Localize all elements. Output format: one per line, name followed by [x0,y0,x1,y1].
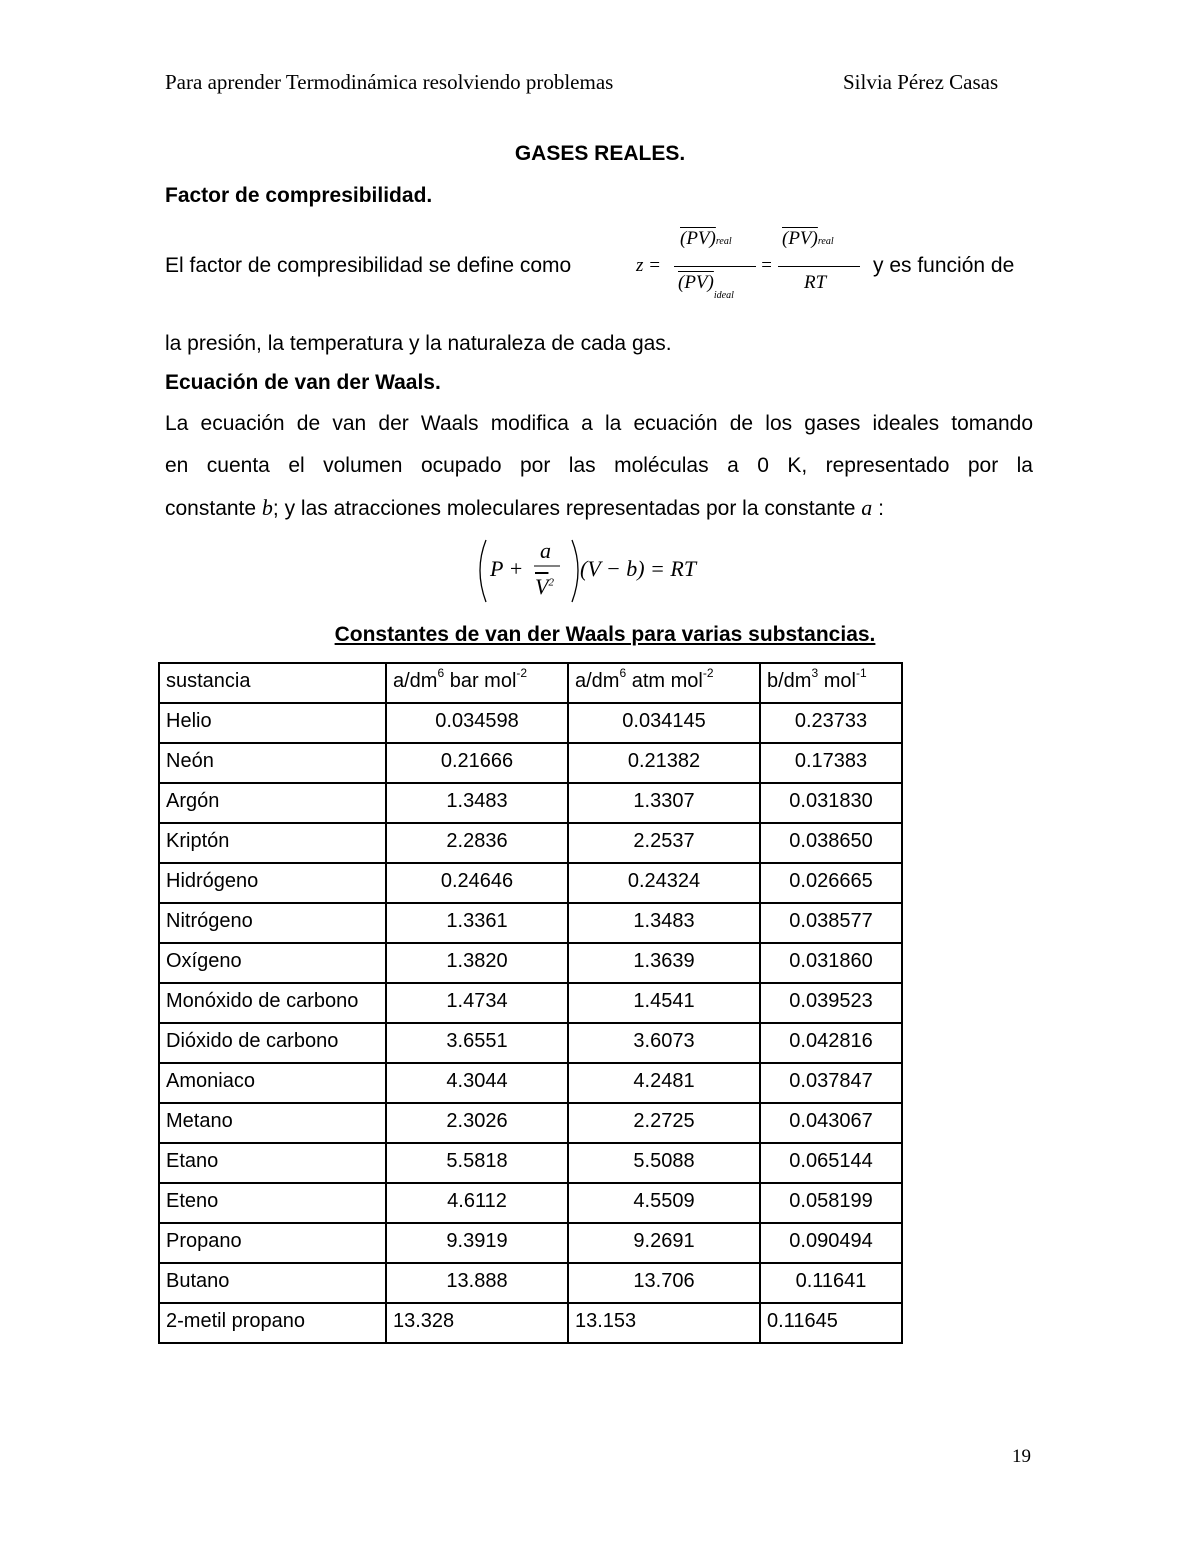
compressibility-formula [636,222,866,314]
constant-value-cell: 13.706 [568,1263,760,1303]
van-der-waals-equation [472,532,732,612]
substance-name-cell: Butano [159,1263,386,1303]
table-row [159,1023,902,1063]
table-row [159,1063,902,1103]
constant-value-cell: 1.3483 [568,903,760,943]
substance-name-cell: Oxígeno [159,943,386,983]
vdw-paragraph-line3: constante b; y las atracciones moleculares representadas por la constante a : [165,495,884,520]
formula-numerator-pv: (PV)real [680,228,732,249]
constant-value-cell: 1.3820 [386,943,568,983]
table-row [159,743,902,783]
formula-rt: RT [804,272,827,293]
constant-value-cell: 0.026665 [760,863,902,903]
constant-value-cell: 0.23733 [760,703,902,743]
table-row [159,823,902,863]
substance-name-cell: Amoniaco [159,1063,386,1103]
constant-value-cell: 0.031860 [760,943,902,983]
formula-sub-real: real [715,236,732,247]
vdw-paragraph-line2: en cuenta el volumen ocupado por las moléculas a 0 K, representado por la [165,454,1033,477]
constant-value-cell: 0.031830 [760,783,902,823]
constant-value-cell: 5.5818 [386,1143,568,1183]
table-row [159,903,902,943]
constant-value-cell: 0.21382 [568,743,760,783]
compressibility-intro-end: y es función de [873,254,1015,277]
compressibility-intro: El factor de compresibilidad se define como [165,254,572,277]
substance-name-cell: Dióxido de carbono [159,1023,386,1063]
table-row [159,863,902,903]
constant-value-cell: 0.043067 [760,1103,902,1143]
substance-name-cell: Propano [159,1223,386,1263]
constant-value-cell: 13.888 [386,1263,568,1303]
constant-value-cell: 2.2537 [568,823,760,863]
fraction-bar-2 [778,266,860,267]
constant-value-cell: 2.2836 [386,823,568,863]
section-heading-van-der-waals: Ecuación de van der Waals. [165,371,441,394]
substance-name-cell: Monóxido de carbono [159,983,386,1023]
header-cell: $a/dm^6$ bar mol$^{-2}$ [386,663,568,703]
constant-value-cell: 0.034145 [568,703,760,743]
formula-numerator-pv-2: (PV)real [782,228,834,249]
eq-a: a [540,538,551,563]
table-row [159,1303,902,1343]
table-row [159,783,902,823]
compressibility-line2: la presión, la temperatura y la naturaleza de cada gas. [165,332,672,355]
constant-value-cell: 0.039523 [760,983,902,1023]
constant-value-cell: 0.058199 [760,1183,902,1223]
constant-value-cell: 3.6551 [386,1023,568,1063]
table-row [159,1143,902,1183]
constant-value-cell: 0.090494 [760,1223,902,1263]
table-row [159,983,902,1023]
running-header-author: Silvia Pérez Casas [843,70,999,94]
constant-value-cell: 4.6112 [386,1183,568,1223]
vdw-paragraph-line1: La ecuación de van der Waals modifica a la ecuación de los gases ideales tomando [165,412,1033,435]
constant-value-cell: 0.24646 [386,863,568,903]
constant-value-cell: 0.24324 [568,863,760,903]
eq-rest: (V − b) = RT [580,556,697,581]
constant-value-cell: 0.17383 [760,743,902,783]
table-row [159,703,902,743]
fraction-bar [674,266,756,267]
substance-name-cell: 2-metil propano [159,1303,386,1343]
constant-value-cell: 1.3639 [568,943,760,983]
table-row [159,943,902,983]
substance-name-cell: Etano [159,1143,386,1183]
formula-denominator-pv: $(PV)_{ideal}$ [678,272,734,301]
constant-value-cell: 1.3483 [386,783,568,823]
constant-value-cell: 4.5509 [568,1183,760,1223]
constant-value-cell: 1.4734 [386,983,568,1023]
constant-value-cell: 0.042816 [760,1023,902,1063]
running-header-title: Para aprender Termodinámica resolviendo problemas [165,70,614,94]
substance-name-cell: Kriptón [159,823,386,863]
constant-value-cell: 0.21666 [386,743,568,783]
formula-sub-ideal: ideal [713,290,734,301]
constant-value-cell: 2.3026 [386,1103,568,1143]
table-header-row [159,663,902,703]
formula-equals: = [760,255,773,276]
var-b: b [261,495,273,520]
header-cell: $a/dm^6$ atm mol$^{-2}$ [568,663,760,703]
constant-value-cell: 4.3044 [386,1063,568,1103]
table-title: Constantes de van der Waals para varias substancias. [334,623,876,646]
substance-name-cell: Eteno [159,1183,386,1223]
header-cell: sustancia [159,663,386,703]
eq-v-squared: $\overline{V}^2$ [535,574,554,599]
constant-value-cell: 0.037847 [760,1063,902,1103]
substance-name-cell: Argón [159,783,386,823]
constant-value-cell: 0.034598 [386,703,568,743]
constant-value-cell: 0.11641 [760,1263,902,1303]
constant-value-cell: 3.6073 [568,1023,760,1063]
table-row [159,1103,902,1143]
table-row [159,1263,902,1303]
page-number: 19 [1012,1446,1031,1467]
constant-value-cell: 2.2725 [568,1103,760,1143]
table-row [159,1183,902,1223]
var-a: a [861,495,873,520]
formula-z-label: z = [636,255,661,276]
van-der-waals-constants-table [158,662,903,1344]
constant-value-cell: 13.328 [386,1303,568,1343]
constant-value-cell: 0.038650 [760,823,902,863]
substance-name-cell: Helio [159,703,386,743]
constant-value-cell: 1.3361 [386,903,568,943]
constant-value-cell: 0.065144 [760,1143,902,1183]
constant-value-cell: 0.038577 [760,903,902,943]
substance-name-cell: Neón [159,743,386,783]
constant-value-cell: 0.11645 [760,1303,902,1343]
constant-value-cell: 9.3919 [386,1223,568,1263]
constant-value-cell: 1.3307 [568,783,760,823]
substance-name-cell: Nitrógeno [159,903,386,943]
page-title: GASES REALES. [514,142,686,165]
constant-value-cell: 9.2691 [568,1223,760,1263]
table-row [159,1223,902,1263]
header-cell: $b/dm^3$ mol$^{-1}$ [760,663,902,703]
constant-value-cell: 1.4541 [568,983,760,1023]
substance-name-cell: Metano [159,1103,386,1143]
constant-value-cell: 5.5088 [568,1143,760,1183]
substance-name-cell: Hidrógeno [159,863,386,903]
section-heading-compressibility: Factor de compresibilidad. [165,184,433,207]
constant-value-cell: 13.153 [568,1303,760,1343]
constant-value-cell: 4.2481 [568,1063,760,1103]
eq-p-plus: P + [490,556,524,581]
